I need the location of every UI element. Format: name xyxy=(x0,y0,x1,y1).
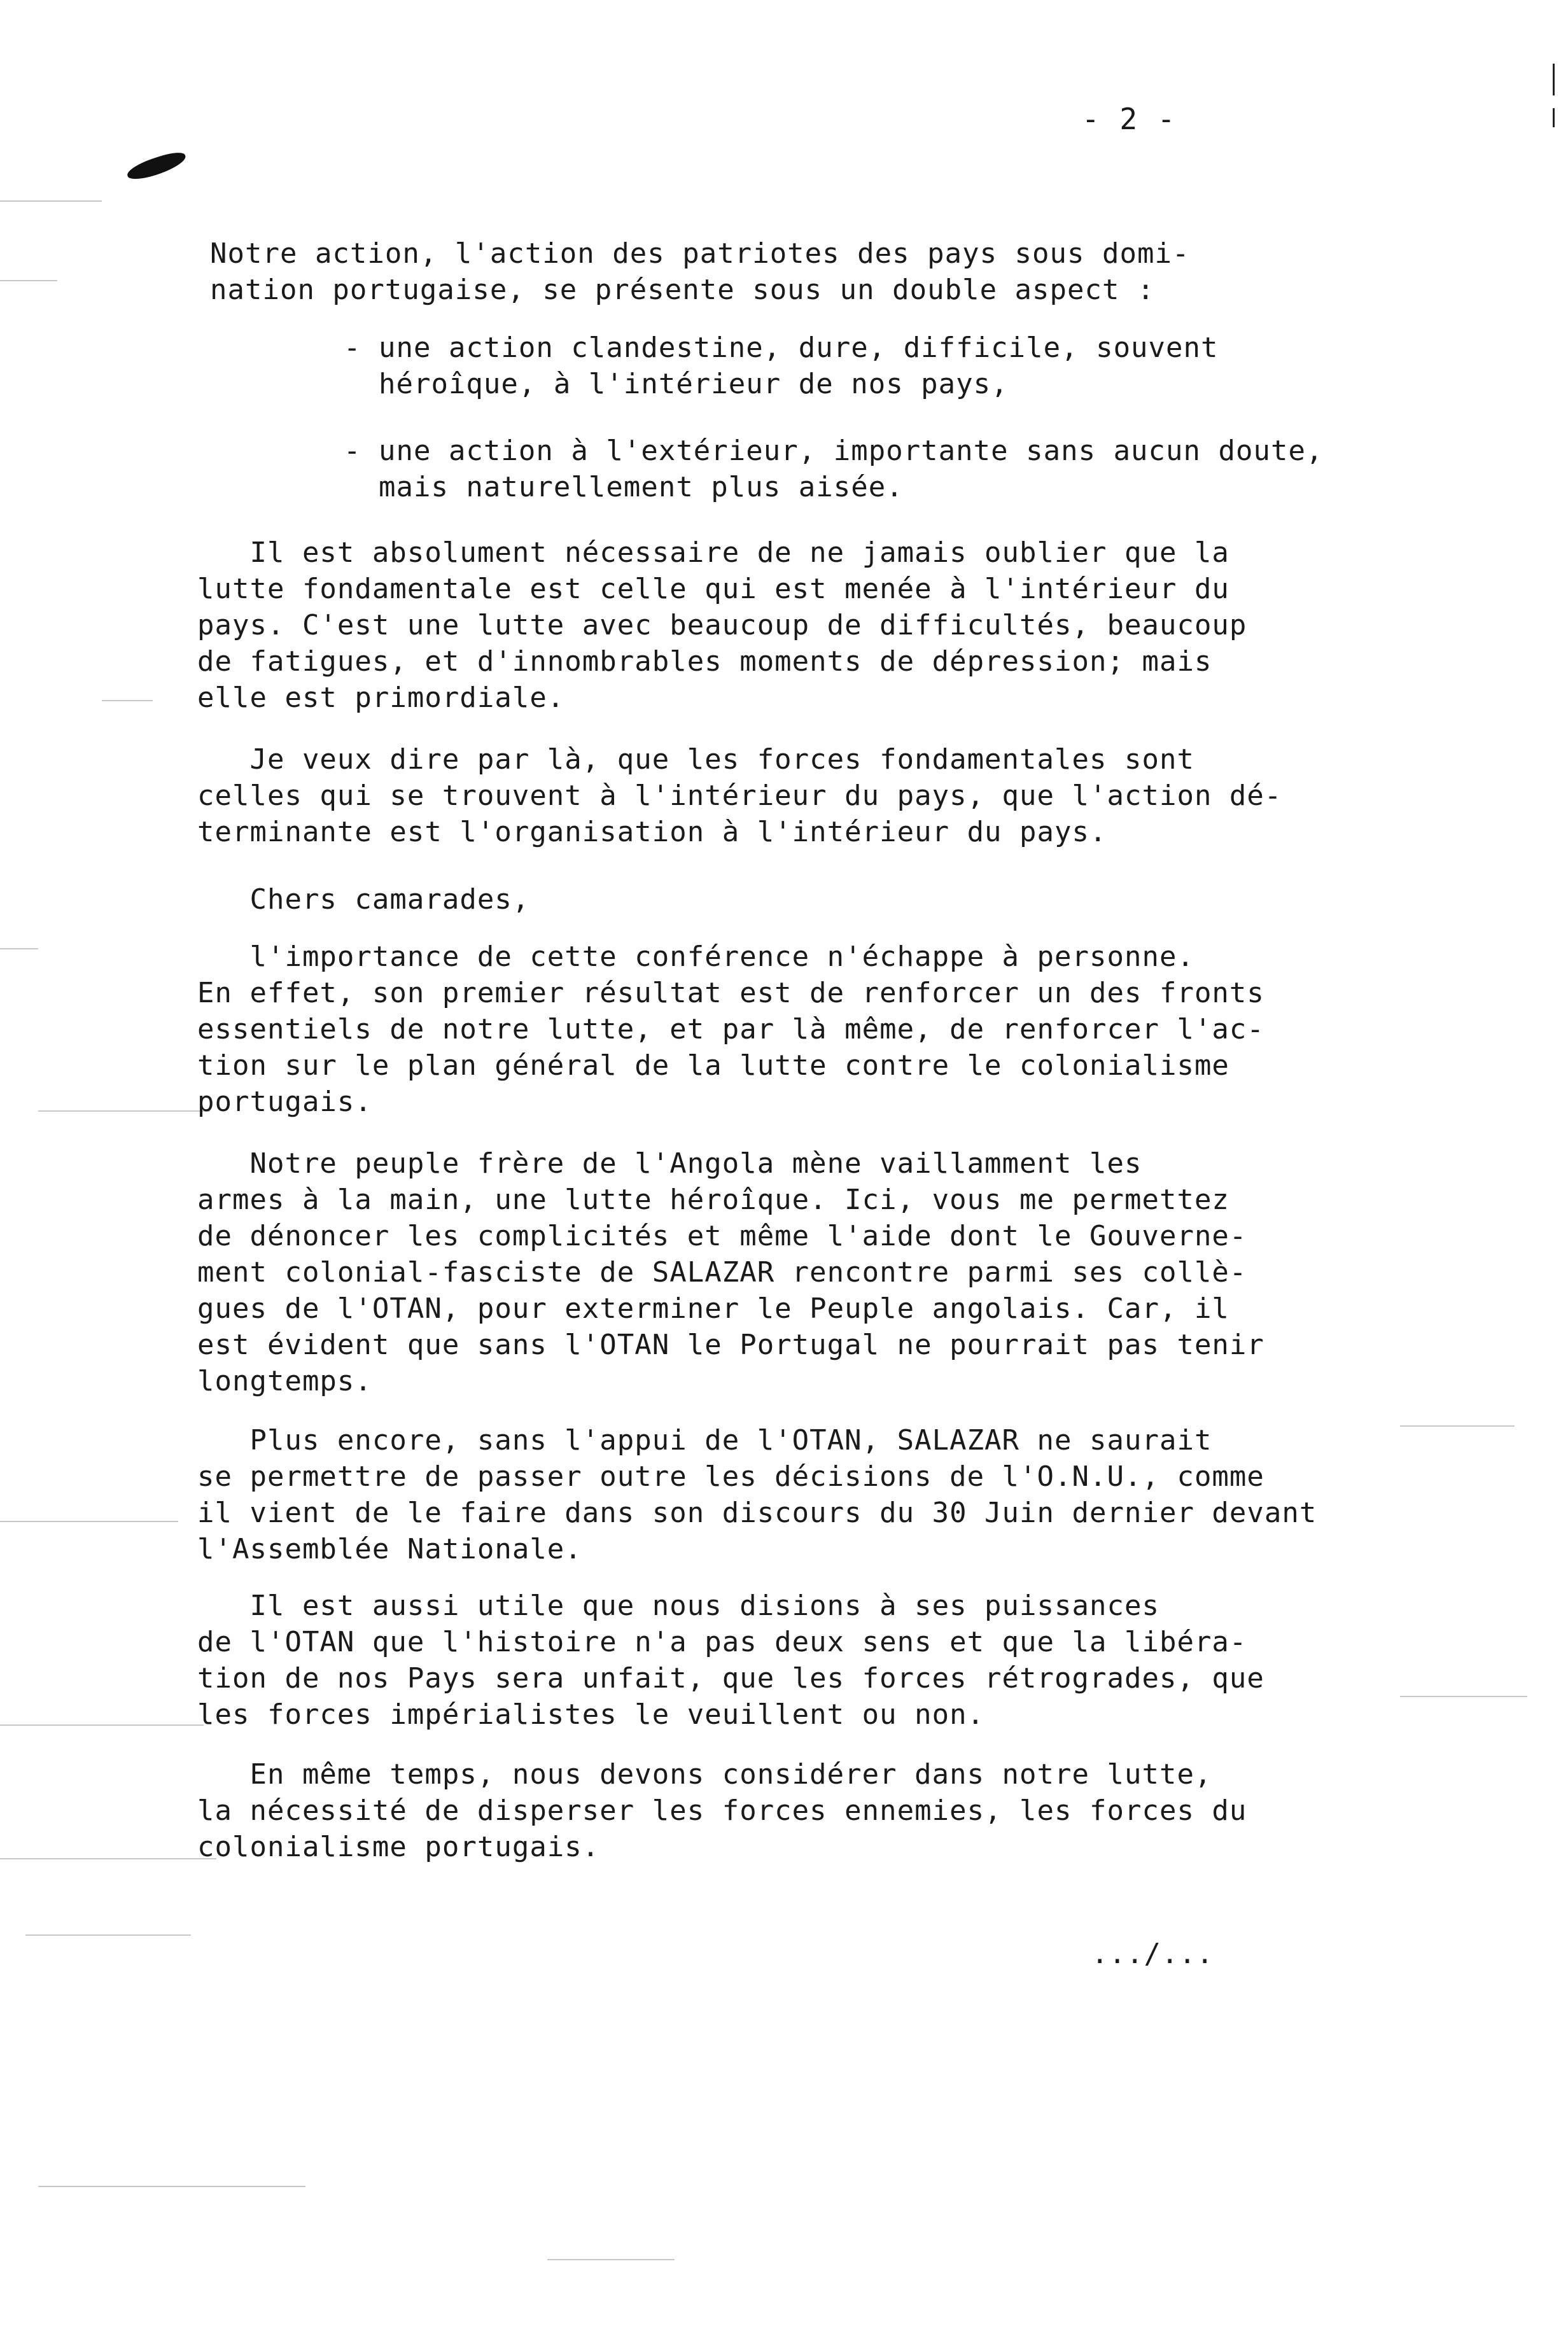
paragraph-intro: Notre action, l'action des patriotes des pays sous domi- nation portugaise, se présente sous un double aspect : xyxy=(210,237,1190,306)
paragraph-otan-salazar: Plus encore, sans l'appui de l'OTAN, SALAZAR ne saurait se permettre de passer outre les décisions de l'O.N.U., comme il vient de le faire dans son discours du 30 Juin dernier devant l'Assemblée Nationale. xyxy=(197,1424,1317,1565)
bullet-external-action: - une action à l'extérieur, importante sans aucun doute, mais naturellement plus aisée. xyxy=(344,435,1324,503)
bullet-clandestine-action: - une action clandestine, dure, difficile, souvent héroîque, à l'intérieur de nos pays, xyxy=(344,332,1219,400)
scan-artifact-line xyxy=(0,1724,204,1726)
scan-artifact-line xyxy=(102,700,153,701)
edge-mark xyxy=(1553,108,1555,127)
scan-artifact-line xyxy=(38,2186,305,2187)
salutation: Chers camarades, xyxy=(197,883,530,916)
page-number: - 2 - xyxy=(1082,102,1177,136)
scan-artifact-line xyxy=(38,1110,210,1112)
paragraph-fundamental-struggle: Il est absolument nécessaire de ne jamais oublier que la lutte fondamentale est celle qui est menée à l'intérieur du pays. C'est une lutte avec beaucoup de difficultés, beaucoup de fatigues, et d'innombrables moments de dépression; mais elle est primordiale. xyxy=(197,536,1247,714)
paragraph-disperse-forces: En même temps, nous devons considérer dans notre lutte, la nécessité de disperser les forces ennemies, les forces du colonialisme portugais. xyxy=(197,1758,1247,1863)
scan-artifact-line xyxy=(0,280,57,281)
scan-artifact-line xyxy=(0,1521,178,1522)
paragraph-history: Il est aussi utile que nous disions à ses puissances de l'OTAN que l'histoire n'a pas deux sens et que la libéra- tion de nos Pays sera unfait, que les forces rétrogrades, que les forces impérialistes le veuillent ou non. xyxy=(197,1590,1264,1731)
paragraph-conference-importance: l'importance de cette conférence n'échappe à personne. En effet, son premier résultat est de renforcer un des fronts essentiels de notre lutte, et par là même, de renforcer l'ac- tion sur le plan général de la lutte contre le colonialisme portugais. xyxy=(197,941,1264,1118)
continuation-mark: .../... xyxy=(1091,1938,1214,1970)
ink-blot xyxy=(125,149,188,183)
scan-artifact-line xyxy=(0,948,38,949)
scan-artifact-line xyxy=(0,200,102,202)
paragraph-fundamental-forces: Je veux dire par là, que les forces fondamentales sont celles qui se trouvent à l'intérieur du pays, que l'action dé- terminante est l'organisation à l'intérieur du pays. xyxy=(197,743,1282,848)
scan-artifact-line xyxy=(25,1934,191,1936)
paragraph-angola: Notre peuple frère de l'Angola mène vaillamment les armes à la main, une lutte héroîque. Ici, vous me permettez de dénoncer les complicités et même l'aide dont le Gouverne- ment colonial-fasciste de SALAZAR rencontre parmi ses collè- gues de l'OTAN, pour exterminer le Peuple angolais. Car, il est évident que sans l'OTAN le Portugal ne pourrait pas tenir longtemps. xyxy=(197,1147,1264,1397)
scan-artifact-line xyxy=(0,1858,216,1859)
scan-artifact-line xyxy=(547,2259,675,2260)
edge-mark xyxy=(1553,64,1555,95)
